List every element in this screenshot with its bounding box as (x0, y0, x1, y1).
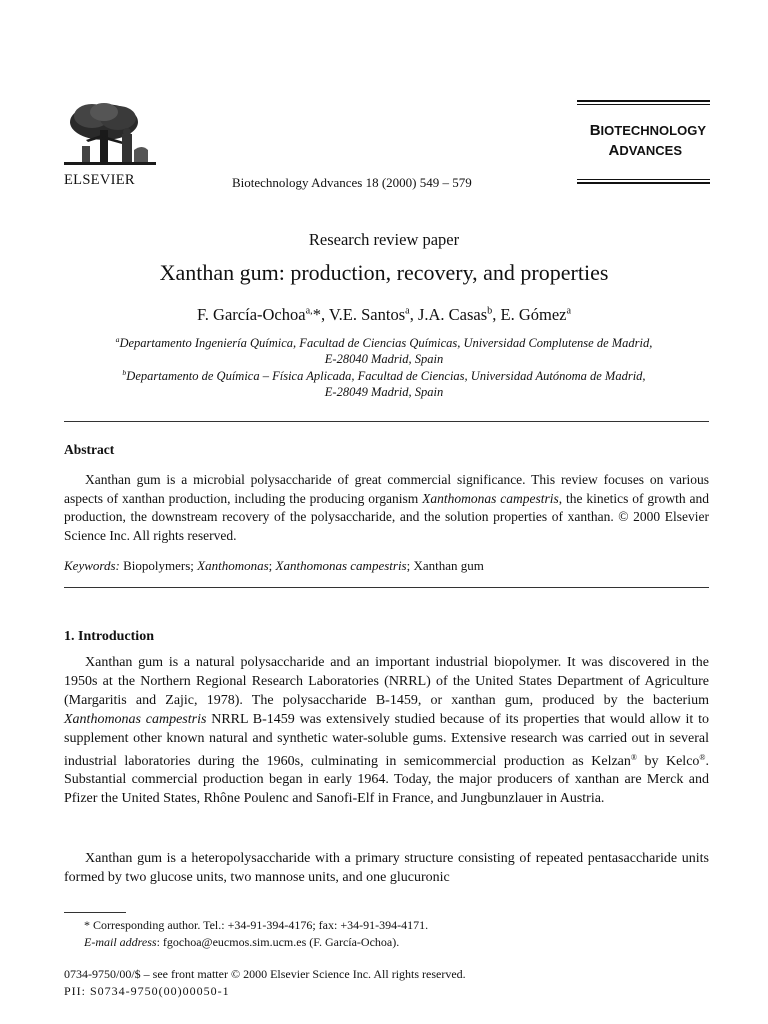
article-type: Research review paper (308, 230, 460, 249)
journal-reference: Biotechnology Advances 18 (2000) 549 – 579 (232, 175, 472, 190)
author-affil-mark: a, (305, 305, 313, 317)
keywords: Keywords: Biopolymers; Xanthomonas; Xanthomonas campestris; Xanthan gum (64, 558, 484, 573)
author-affil-mark: a (405, 305, 410, 317)
affiliation-a: $^a$Departamento Ingeniería Química, Facultad de Ciencias Químicas, Universidad Complutense de Madrid, E-28040 Madrid, Spain (115, 334, 653, 366)
affiliation-b: $^b$Departamento de Química – Física Aplicada, Facultad de Ciencias, Universidad Autónoma de Madrid, E-28049 Madrid, Spain (122, 367, 646, 399)
section-heading-introduction: 1. Introduction (64, 629, 154, 644)
publisher-name: ELSEVIER (64, 172, 135, 188)
author-name: E. Gómez (500, 305, 567, 324)
footnote-rule (64, 912, 126, 913)
author-name: J.A. Casas (417, 305, 488, 324)
divider (64, 587, 709, 588)
journal-brand (577, 100, 710, 184)
divider (64, 421, 709, 422)
elsevier-tree-logo-icon (64, 100, 156, 172)
abstract-text: Xanthan gum is a microbial polysaccharide of great commercial significance. This review focuses on various aspects of xanthan production, including the producing organism Xanthomonas campestris, the kinetics of growth and production, the downstream recovery of the polysaccharide, and the solution properties of xanthan. © 2000 Elsevier Science Inc. All rights reserved. (64, 472, 709, 543)
footnote: * Corresponding author. Tel.: +34-91-394-4176; fax: +34-91-394-4171. E-mail address: fgochoa@eucmos.sim.ucm.es (F. García-Ochoa). (84, 918, 429, 949)
corresponding-star: * (312, 305, 321, 324)
copyright-line: 0734-9750/00/$ – see front matter © 2000 Elsevier Science Inc. All rights reserved. PII: S0734-9750(00)00050-1 (64, 967, 466, 998)
author-name: V.E. Santos (328, 305, 406, 324)
journal-brand-line1: BIOTECHNOLOGY (589, 122, 706, 139)
author-affil-mark: a (566, 305, 572, 317)
author-affil-mark: b (487, 305, 493, 317)
author-name: F. García-Ochoa (196, 305, 306, 324)
journal-brand-line2: ADVANCES (608, 142, 682, 159)
article-title: Xanthan gum: production, recovery, and properties (159, 260, 609, 285)
author-list: F. García-Ochoa$^{a,}$*, V.E. Santos$^a$, J.A. Casas$^b$, E. Gómez$^a$ (196, 305, 572, 324)
abstract-heading: Abstract (64, 442, 115, 457)
intro-paragraph-2: Xanthan gum is a heteropolysaccharide with a primary structure consisting of repeated pentasaccharide units formed by two glucose units, two mannose units, and one glucuronic (64, 851, 709, 885)
pii-identifier: PII: S0734-9750(00)00050-1 (64, 983, 230, 998)
intro-paragraph-1: Xanthan gum is a natural polysaccharide and an important industrial biopolymer. It was discovered in the 1950s at the Northern Regional Research Laboratories (NRRL) of the United States Department of Agriculture (Margaritis and Zajic, 1978). The polysaccharide B-1459, or xanthan gum, produced by the bacterium Xanthomonas campestris NRRL B-1459 was extensively studied because of its properties that would allow it to supplement other known natural and synthetic water-soluble gums. Extensive research was carried out in several industrial laboratories during the 1960s, culminating in semicommercial production as Kelzan® by Kelco®. Substantial commercial production began in early 1964. Today, the major producers of xanthan are Merck and Pfizer the United States, Rhône Poulenc and Sanofi-Elf in France, and Jungbunzlauer in Austria. (64, 655, 709, 807)
